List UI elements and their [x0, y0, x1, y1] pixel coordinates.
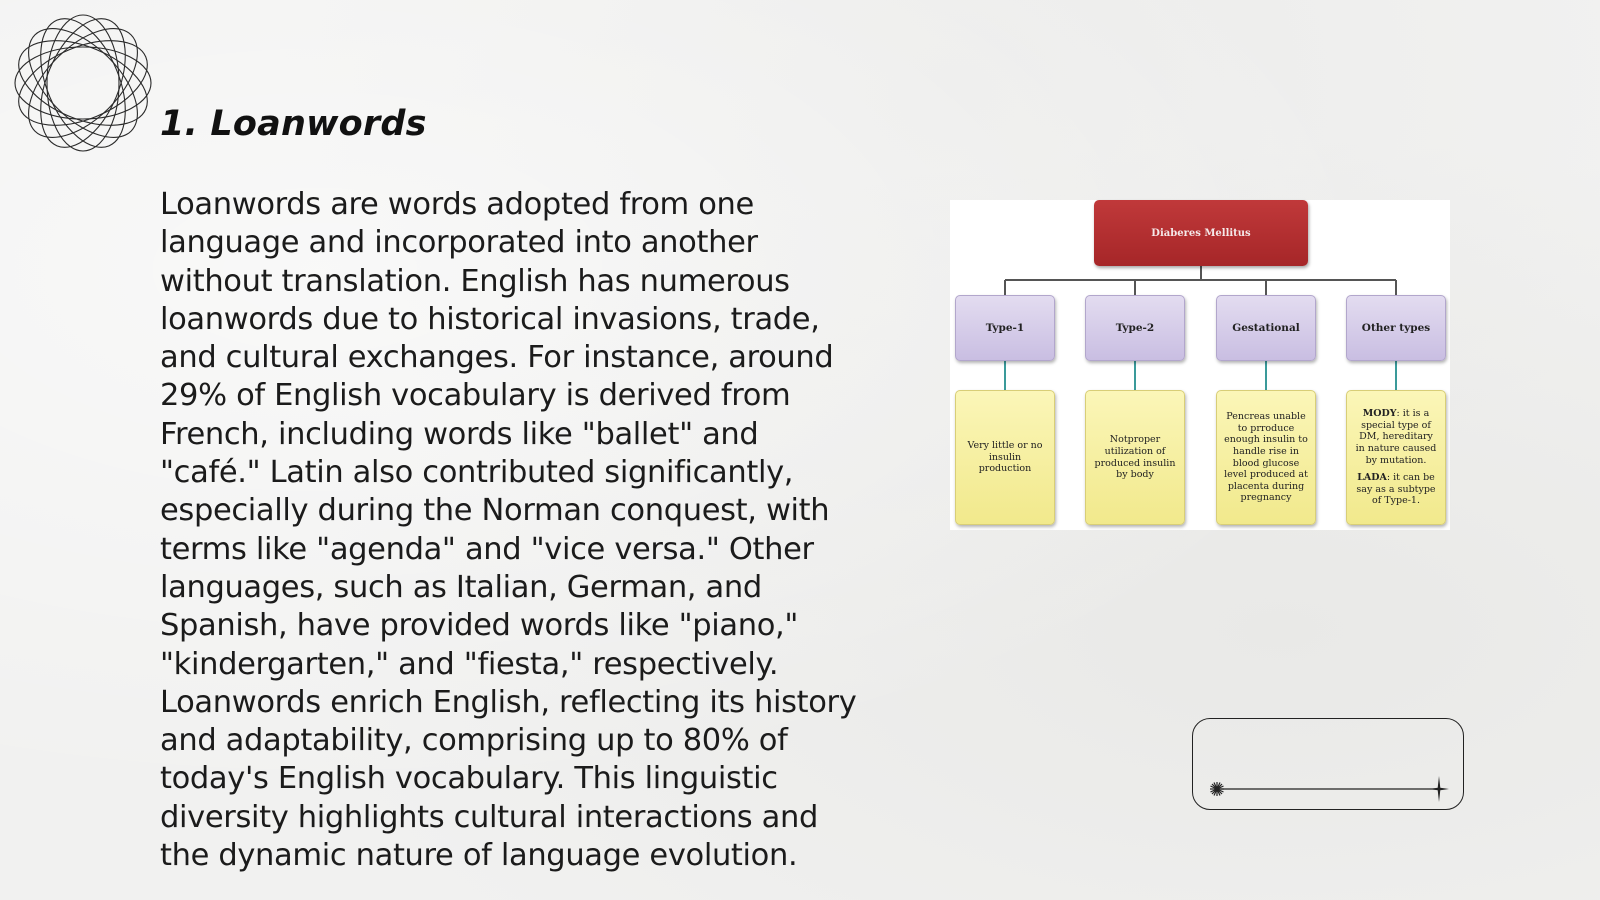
- diagram-type-node: Gestational: [1216, 295, 1316, 361]
- plus-star-icon: [1429, 776, 1449, 802]
- spirograph-ring-icon: [8, 8, 158, 158]
- diagram-type-node: Type-1: [955, 295, 1055, 361]
- diagram-description-node: Pencreas unable to prroduce enough insulin to handle rise in blood glucose level produced at placenta during pregnancy: [1216, 390, 1316, 525]
- mody-paragraph: [1354, 408, 1438, 466]
- sparkle-icon: [1210, 782, 1224, 796]
- slide-title: 1. Loanwords: [160, 104, 427, 144]
- diagram-type-node: Type-2: [1085, 295, 1185, 361]
- lada-text: : it can be say as a subtype of Type-1.: [1356, 472, 1436, 507]
- slide-body-text: Loanwords are words adopted from one language and incorporated into another without translation. English has numerous loanwords due to historical invasions, trade, and cultural exchanges. For instance, around 29% of English vocabulary is derived from French, including words like "ballet" and "café." Latin also contributed significantly, especially during the Norman conquest, with terms like "agenda" and "vice versa." Other languages, such as Italian, German, and Spanish, have provided words like "piano," "kindergarten," and "fiesta," respectively. Loanwords enrich English, reflecting its history and adaptability, comprising up to 80% of today's English vocabulary. This linguistic diversity highlights cultural interactions and the dynamic nature of language evolution.: [160, 187, 857, 874]
- diagram-description-node: Notproper utilization of produced insulin by body: [1085, 390, 1185, 525]
- diagram-description-node: Very little or no insulin production: [955, 390, 1055, 525]
- diagram-root-node: Diaberes Mellitus: [1094, 200, 1308, 266]
- frame-line-art: [1193, 719, 1465, 811]
- diagram-type-node: Other types: [1346, 295, 1446, 361]
- mody-label: MODY: [1362, 408, 1397, 420]
- decorative-rounded-frame: [1192, 718, 1464, 810]
- lada-label: LADA: [1357, 472, 1387, 484]
- diagram-other-types-node: [1346, 390, 1446, 525]
- lada-paragraph: [1354, 472, 1438, 507]
- mody-text: : it is a special type of DM, hereditary in nature caused by mutation.: [1355, 408, 1437, 466]
- diabetes-hierarchy-diagram: [950, 200, 1450, 530]
